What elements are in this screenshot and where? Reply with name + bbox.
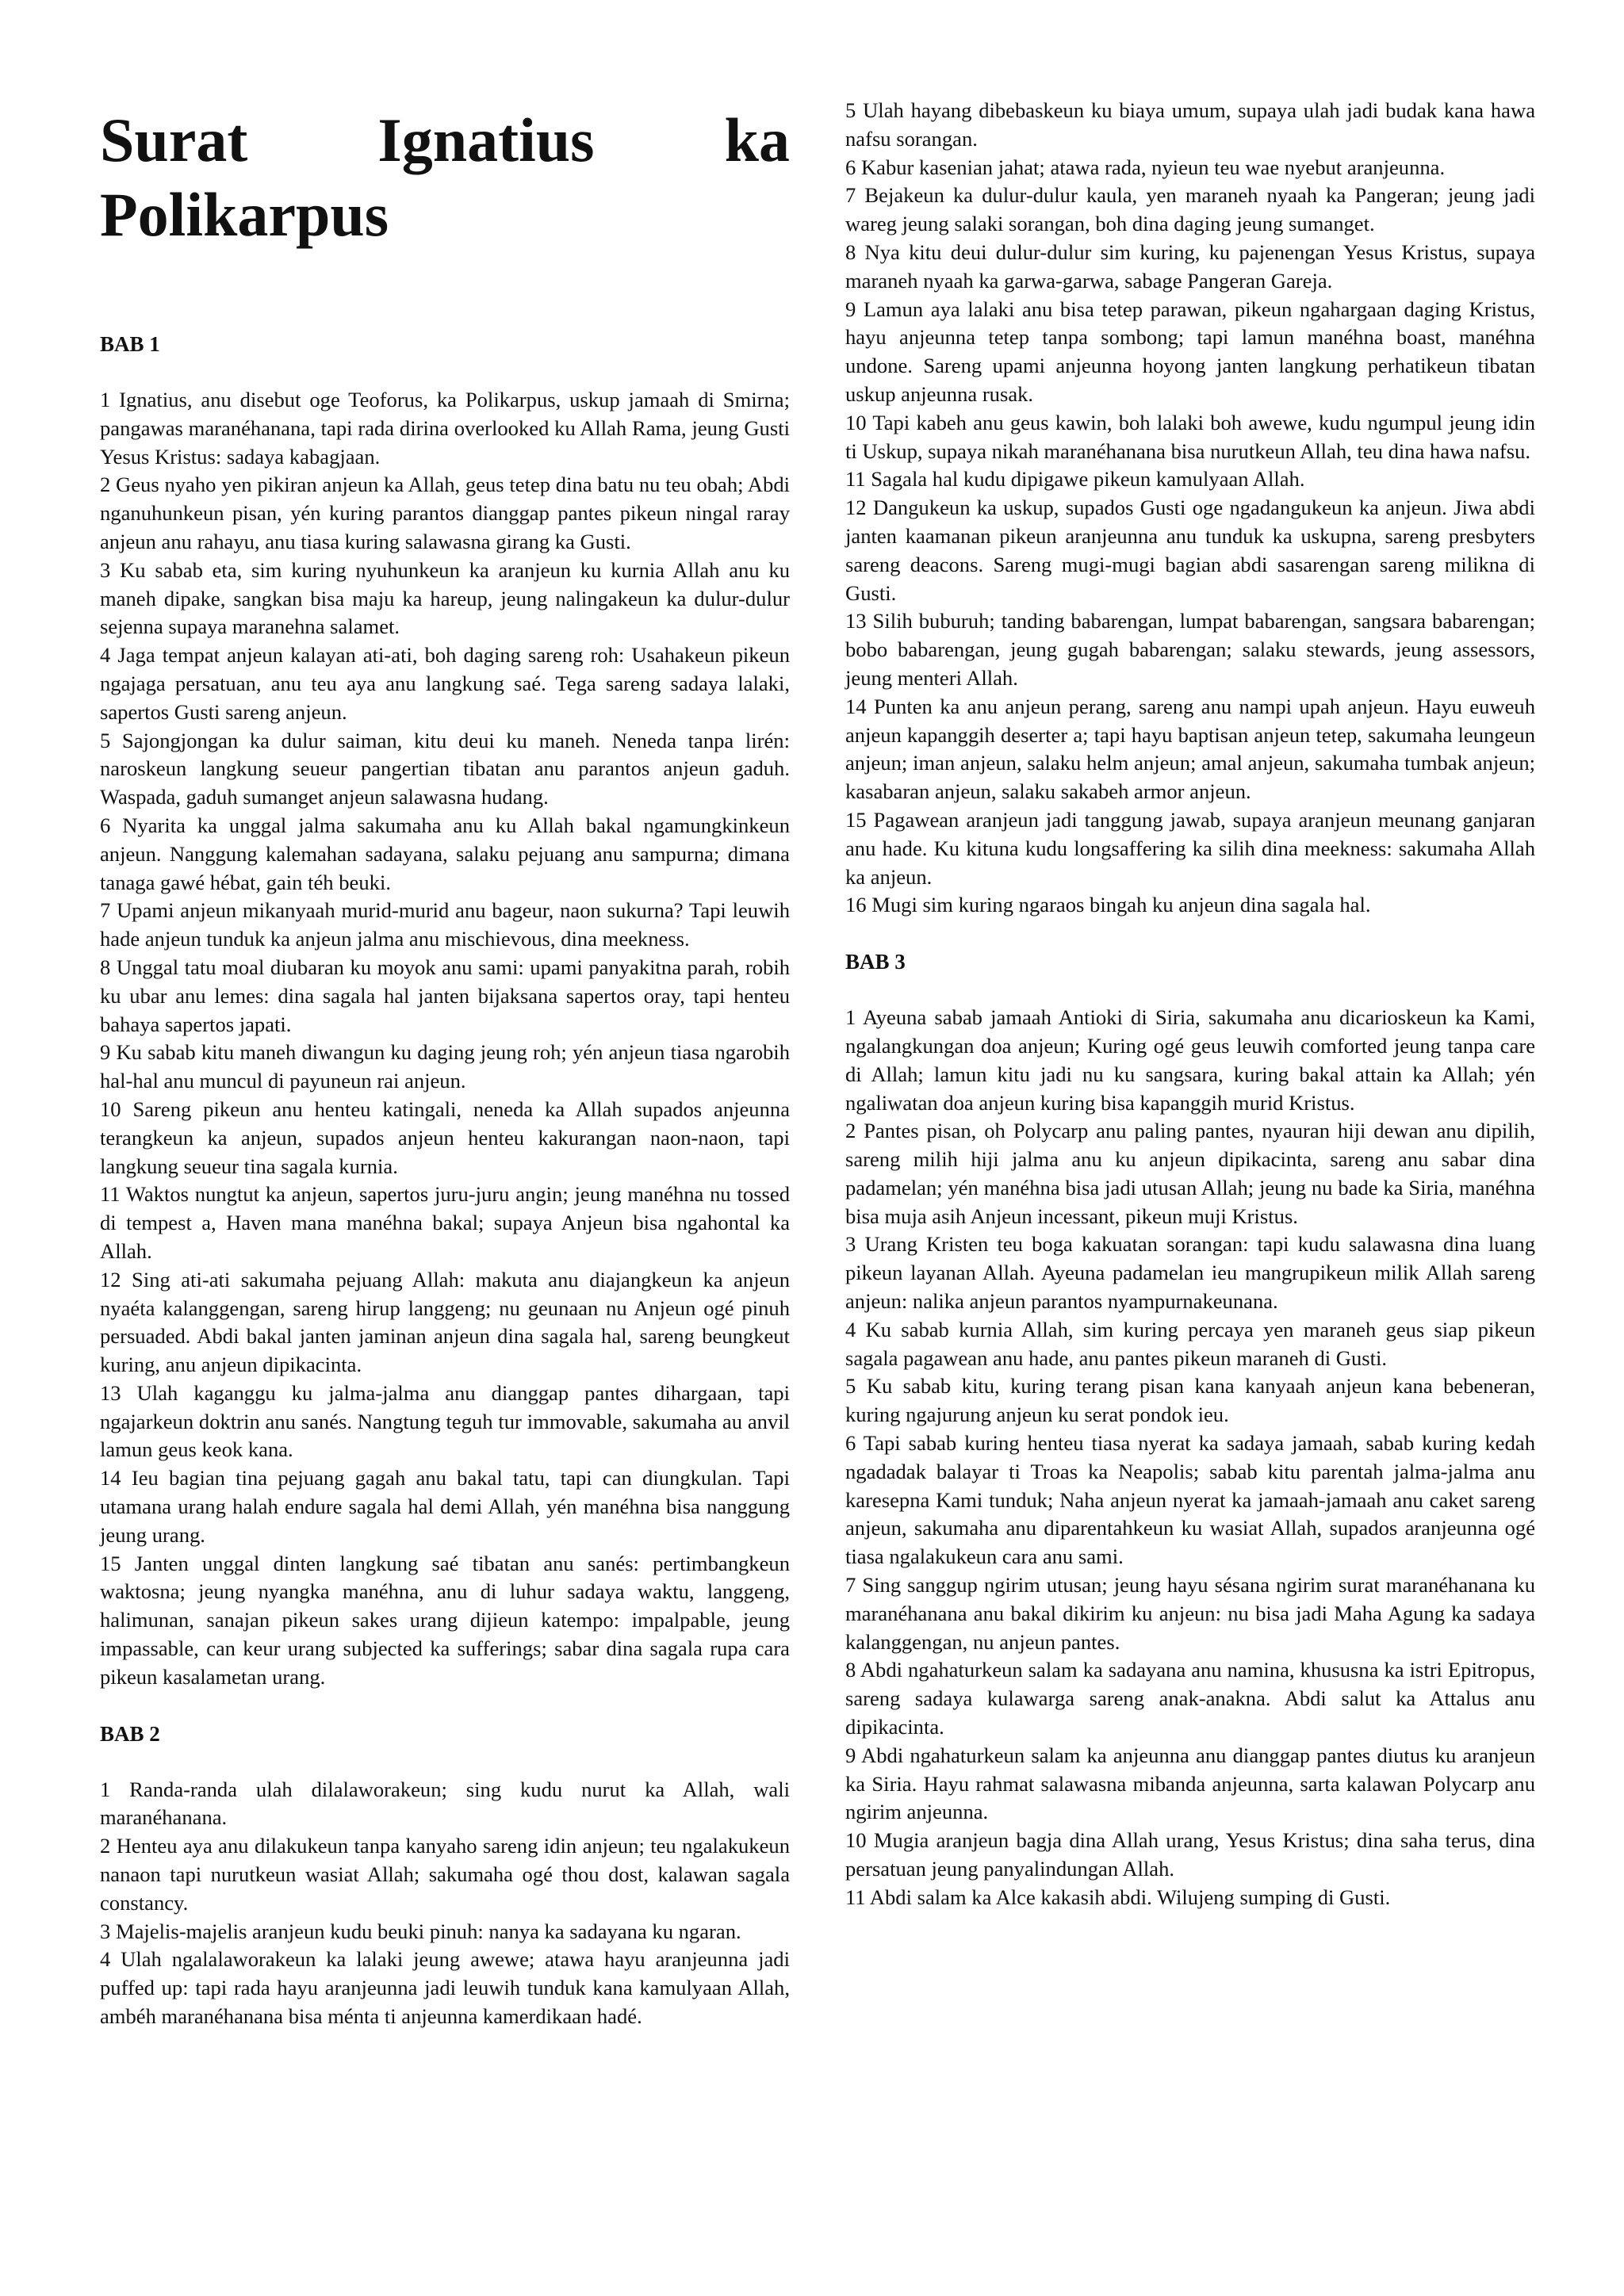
title-word: Ignatius: [377, 105, 595, 174]
section-heading-bab-3: BAB 3: [845, 950, 906, 974]
verse: 11 Abdi salam ka Alce kakasih abdi. Wilujeng sumping di Gusti.: [845, 1885, 1391, 1909]
section-body-bab-2-part-2: [845, 97, 1535, 920]
verse: 5 Ulah hayang dibebaskeun ku biaya umum, supaya ulah jadi budak kana hawa nafsu sorangan.: [845, 98, 1535, 151]
verse: 2 Henteu aya anu dilakukeun tanpa kanyaho sareng idin anjeun; teu ngalakukeun nanaon tapi nurutkeun wasiat Allah; sakumaha ogé thou dost, kalawan sagala constancy.: [100, 1834, 790, 1915]
verse: 8 Nya kitu deui dulur-dulur sim kuring, ku pajenengan Yesus Kristus, supaya maraneh nyaah ka garwa-garwa, sabage Pangeran Gareja.: [845, 239, 1535, 293]
verse: 3 Ku sabab eta, sim kuring nyuhunkeun ka aranjeun ku kurnia Allah anu ku maneh dipake, sangkan bisa maju ka hareup, jeung nalingakeun ka dulur-dulur sejenna supaya maranehna salamet.: [100, 557, 790, 639]
title-word: Surat: [100, 105, 248, 174]
verse: 6 Nyarita ka unggal jalma sakumaha anu ku Allah bakal ngamungkinkeun anjeun. Nanggung kalemahan sadayana, salaku pejuang anu sampurna; dimana tanaga gawé hébat, gain téh beuki.: [100, 813, 790, 894]
verse: 10 Tapi kabeh anu geus kawin, boh lalaki boh awewe, kudu ngumpul jeung idin ti Uskup, supaya nikah maranéhanana bisa nurutkeun Allah, teu dina hawa nafsu.: [845, 410, 1535, 463]
section-body-bab-2-part-1: [100, 1776, 790, 2031]
verse: 14 Punten ka anu anjeun perang, sareng anu nampi upah anjeun. Hayu euweuh anjeun kapanggih deserter a; tapi hayu baptisan anjeun tetep, sakumaha leungeun anjeun; iman anjeun, salaku helm anjeun; amal anjeun, sakumaha tumbak anjeun; kasabaran anjeun, salaku sakabeh armor anjeun.: [845, 694, 1535, 804]
section-body-bab-3: [845, 1004, 1535, 1912]
verse: 7 Bejakeun ka dulur-dulur kaula, yen maraneh nyaah ka Pangeran; jeung jadi wareg jeung salaki sorangan, boh dina daging jeung sumanget.: [845, 183, 1535, 236]
title-line-1: [100, 103, 790, 178]
verse: 3 Urang Kristen teu boga kakuatan sorangan: tapi kudu salawasna dina luang pikeun layanan Allah. Ayeuna padamelan ieu mangrupikeun milik Allah sareng anjeun: nalika anjeun parantos nyampurnakeunana.: [845, 1232, 1535, 1314]
verse: 9 Abdi ngahaturkeun salam ka anjeunna anu dianggap pantes diutus ku aranjeun ka Siria. Hayu rahmat salawasna mibanda anjeunna, sarta kalawan Polycarp anu ngirim anjeunna.: [845, 1743, 1535, 1824]
verse: 2 Pantes pisan, oh Polycarp anu paling pantes, nyauran hiji dewan anu dipilih, sareng milih hiji jalma anu ku anjeun dipikacinta, sareng anu sabar dina padamelan; yén manéhna bisa jadi utusan Allah; jeung nu bade ka Siria, manéhna bisa muja asih Anjeun incessant, pikeun muji Kristus.: [845, 1119, 1535, 1228]
verse: 2 Geus nyaho yen pikiran anjeun ka Allah, geus tetep dina batu nu teu obah; Abdi nganuhunkeun pisan, yén kuring parantos dianggap pantes pikeun ningal raray anjeun anu rahayu, anu tiasa kuring salawasna girang ka Gusti.: [100, 473, 790, 553]
verse: 1 Ignatius, anu disebut oge Teoforus, ka Polikarpus, uskup jamaah di Smirna; pangawas maranéhanana, tapi rada dirina overlooked ku Allah Rama, jeung Gusti Yesus Kristus: sadaya kabagjaan.: [100, 388, 790, 469]
verse: 8 Abdi ngahaturkeun salam ka sadayana anu namina, khususna ka istri Epitropus, sareng sadaya kulawarga sareng anak-anakna. Abdi salut ka Attalus anu dipikacinta.: [845, 1658, 1535, 1739]
verse: 10 Sareng pikeun anu henteu katingali, neneda ka Allah supados anjeunna terangkeun ka anjeun, supados anjeun henteu kakurangan naon-naon, tapi langkung seueur tina sagala kurnia.: [100, 1096, 790, 1178]
verse: 12 Sing ati-ati sakumaha pejuang Allah: makuta anu diajangkeun ka anjeun nyaéta kalanggengan, sareng hirup langgeng; nu geunaan nu Anjeun ogé pinuh persuaded. Abdi bakal janten jaminan anjeun dina sagala hal, sareng beungkeut kuring, anu anjeun dipikacinta.: [100, 1267, 790, 1377]
title-line-2: Polikarpus: [100, 180, 389, 249]
verse: 9 Ku sabab kitu maneh diwangun ku daging jeung roh; yén anjeun tiasa ngarobih hal-hal anu muncul di payuneun rai anjeun.: [100, 1040, 790, 1093]
title-word: ka: [724, 105, 790, 174]
verse: 8 Unggal tatu moal diubaran ku moyok anu sami: upami panyakitna parah, robih ku ubar anu lemes: dina sagala hal janten bijaksana sapertos oray, tapi henteu bahaya sapertos japati.: [100, 955, 790, 1036]
verse: 16 Mugi sim kuring ngaraos bingah ku anjeun dina sagala hal.: [845, 893, 1371, 917]
verse: 1 Ayeuna sabab jamaah Antioki di Siria, sakumaha anu dicarioskeun ka Kami, ngalangkungan doa anjeun; Kuring ogé geus leuwih comforted jeung tanpa care di Allah; lamun kitu jadi nu ku sangsara, kuring bakal attain ka Allah; yén ngaliwatan doa anjeun kuring bisa kapanggih murid Kristus.: [845, 1005, 1535, 1115]
verse: 6 Tapi sabab kuring henteu tiasa nyerat ka sadaya jamaah, sabab kuring kedah ngadadak balayar ti Troas ka Neapolis; sabab kitu parentah jalma-jalma anu karesepna Kami tunduk; Naha anjeun nyerat ka jamaah-jamaah anu caket sareng anjeun, sakumaha anu diparentahkeun ku wasiat Allah, supados aranjeunna ogé tiasa ngalakukeun cara anu sami.: [845, 1431, 1535, 1569]
verse: 5 Sajongjongan ka dulur saiman, kitu deui ku maneh. Neneda tanpa lirén: naroskeun langkung seueur pangertian tibatan anu parantos anjeun gaduh. Waspada, gaduh sumanget anjeun salawasna hudang.: [100, 728, 790, 809]
verse: 5 Ku sabab kitu, kuring terang pisan kana kanyaah anjeun kana bebeneran, kuring ngajurung anjeun ku serat pondok ieu.: [845, 1374, 1535, 1427]
verse: 4 Ku sabab kurnia Allah, sim kuring percaya yen maraneh geus siap pikeun sagala pagawean anu hade, anu pantes pikeun maraneh di Gusti.: [845, 1317, 1535, 1370]
verse: 3 Majelis-majelis aranjeun kudu beuki pinuh: nanya ka sadayana ku ngaran.: [100, 1919, 741, 1943]
verse: 7 Sing sanggup ngirim utusan; jeung hayu sésana ngirim surat maranéhanana ku maranéhanana anu bakal dikirim ku anjeun: nu bisa jadi Maha Agung ka sadaya kalanggengan, nu anjeun pantes.: [845, 1573, 1535, 1654]
verse: 12 Dangukeun ka uskup, supados Gusti oge ngadangukeun ka anjeun. Jiwa abdi janten kaamanan pikeun aranjeunna anu tunduk ka uskupna, sareng presbyters sareng deacons. Sareng mugi-mugi bagian abdi sasarengan sareng milikna di Gusti.: [845, 496, 1535, 605]
verse: 6 Kabur kasenian jahat; atawa rada, nyieun teu wae nyebut aranjeunna.: [845, 155, 1446, 179]
verse: 13 Ulah kaganggu ku jalma-jalma anu dianggap pantes dihargaan, tapi ngajarkeun doktrin anu sanés. Nangtung teguh tur immovable, sakumaha au anvil lamun geus keok kana.: [100, 1380, 790, 1462]
verse: 7 Upami anjeun mikanyaah murid-murid anu bageur, naon sukurna? Tapi leuwih hade anjeun tunduk ka anjeun jalma anu mischievous, dina meekness.: [100, 898, 790, 951]
verse: 9 Lamun aya lalaki anu bisa tetep parawan, pikeun ngahargaan daging Kristus, hayu anjeunna tetep tanpa sombong; tapi lamun manéhna boast, manéhna undone. Sareng upami anjeunna hoyong janten langkung perhatikeun tibatan uskup anjeunna rusak.: [845, 297, 1535, 406]
section-heading-bab-2: BAB 2: [100, 1721, 160, 1746]
verse: 11 Sagala hal kudu dipigawe pikeun kamulyaan Allah.: [845, 467, 1305, 492]
verse: 10 Mugia aranjeun bagja dina Allah urang, Yesus Kristus; dina saha terus, dina persatuan jeung panyalindungan Allah.: [845, 1828, 1535, 1881]
verse: 13 Silih buburuh; tanding babarengan, lumpat babarengan, sangsara babarengan; bobo babarengan, jeung gugah babarengan; salaku stewards, jeung assessors, jeung menteri Allah.: [845, 609, 1535, 690]
verse: 4 Ulah ngalalaworakeun ka lalaki jeung awewe; atawa hayu aranjeunna jadi puffed up: tapi rada hayu aranjeunna jadi leuwih tunduk kana kamulyaan Allah, ambéh maranéhanana bisa ménta ti anjeunna kamerdikaan hadé.: [100, 1947, 790, 2029]
verse: 11 Waktos nungtut ka anjeun, sapertos juru-juru angin; jeung manéhna nu tossed di tempest a, Haven mana manéhna bakal; supaya Anjeun bisa ngahontal ka Allah.: [100, 1182, 790, 1263]
verse: 4 Jaga tempat anjeun kalayan ati-ati, boh daging sareng roh: Usahakeun pikeun ngajaga persatuan, anu teu aya anu langkung saé. Tega sareng sadaya lalaki, sapertos Gusti sareng anjeun.: [100, 643, 790, 724]
verse: 1 Randa-randa ulah dilalaworakeun; sing kudu nurut ka Allah, wali maranéhanana.: [100, 1777, 790, 1830]
verse: 15 Pagawean aranjeun jadi tanggung jawab, supaya aranjeun meunang ganjaran anu hade. Ku kituna kudu longsaffering ka silih dina meekness: sakumaha Allah ka anjeun.: [845, 807, 1535, 889]
document-title: [100, 103, 790, 252]
right-column: [845, 97, 1535, 1912]
verse: 15 Janten unggal dinten langkung saé tibatan anu sanés: pertimbangkeun waktosna; jeung nyangka manéhna, anu di luhur sadaya waktu, langgeng, halimunan, sanajan pikeun sakes urang dijieun katempo: impalpable, jeung impassable, can keur urang subjected ka sufferings; sabar dina sagala rupa cara pikeun kasalametan urang.: [100, 1551, 790, 1689]
left-column: [100, 97, 790, 2031]
section-heading-bab-1: BAB 1: [100, 332, 160, 356]
section-body-bab-1: [100, 386, 790, 1692]
verse: 14 Ieu bagian tina pejuang gagah anu bakal tatu, tapi can diungkulan. Tapi utamana urang halah endure sagala hal demi Allah, yén manéhna bisa nanggung jeung urang.: [100, 1466, 790, 1547]
